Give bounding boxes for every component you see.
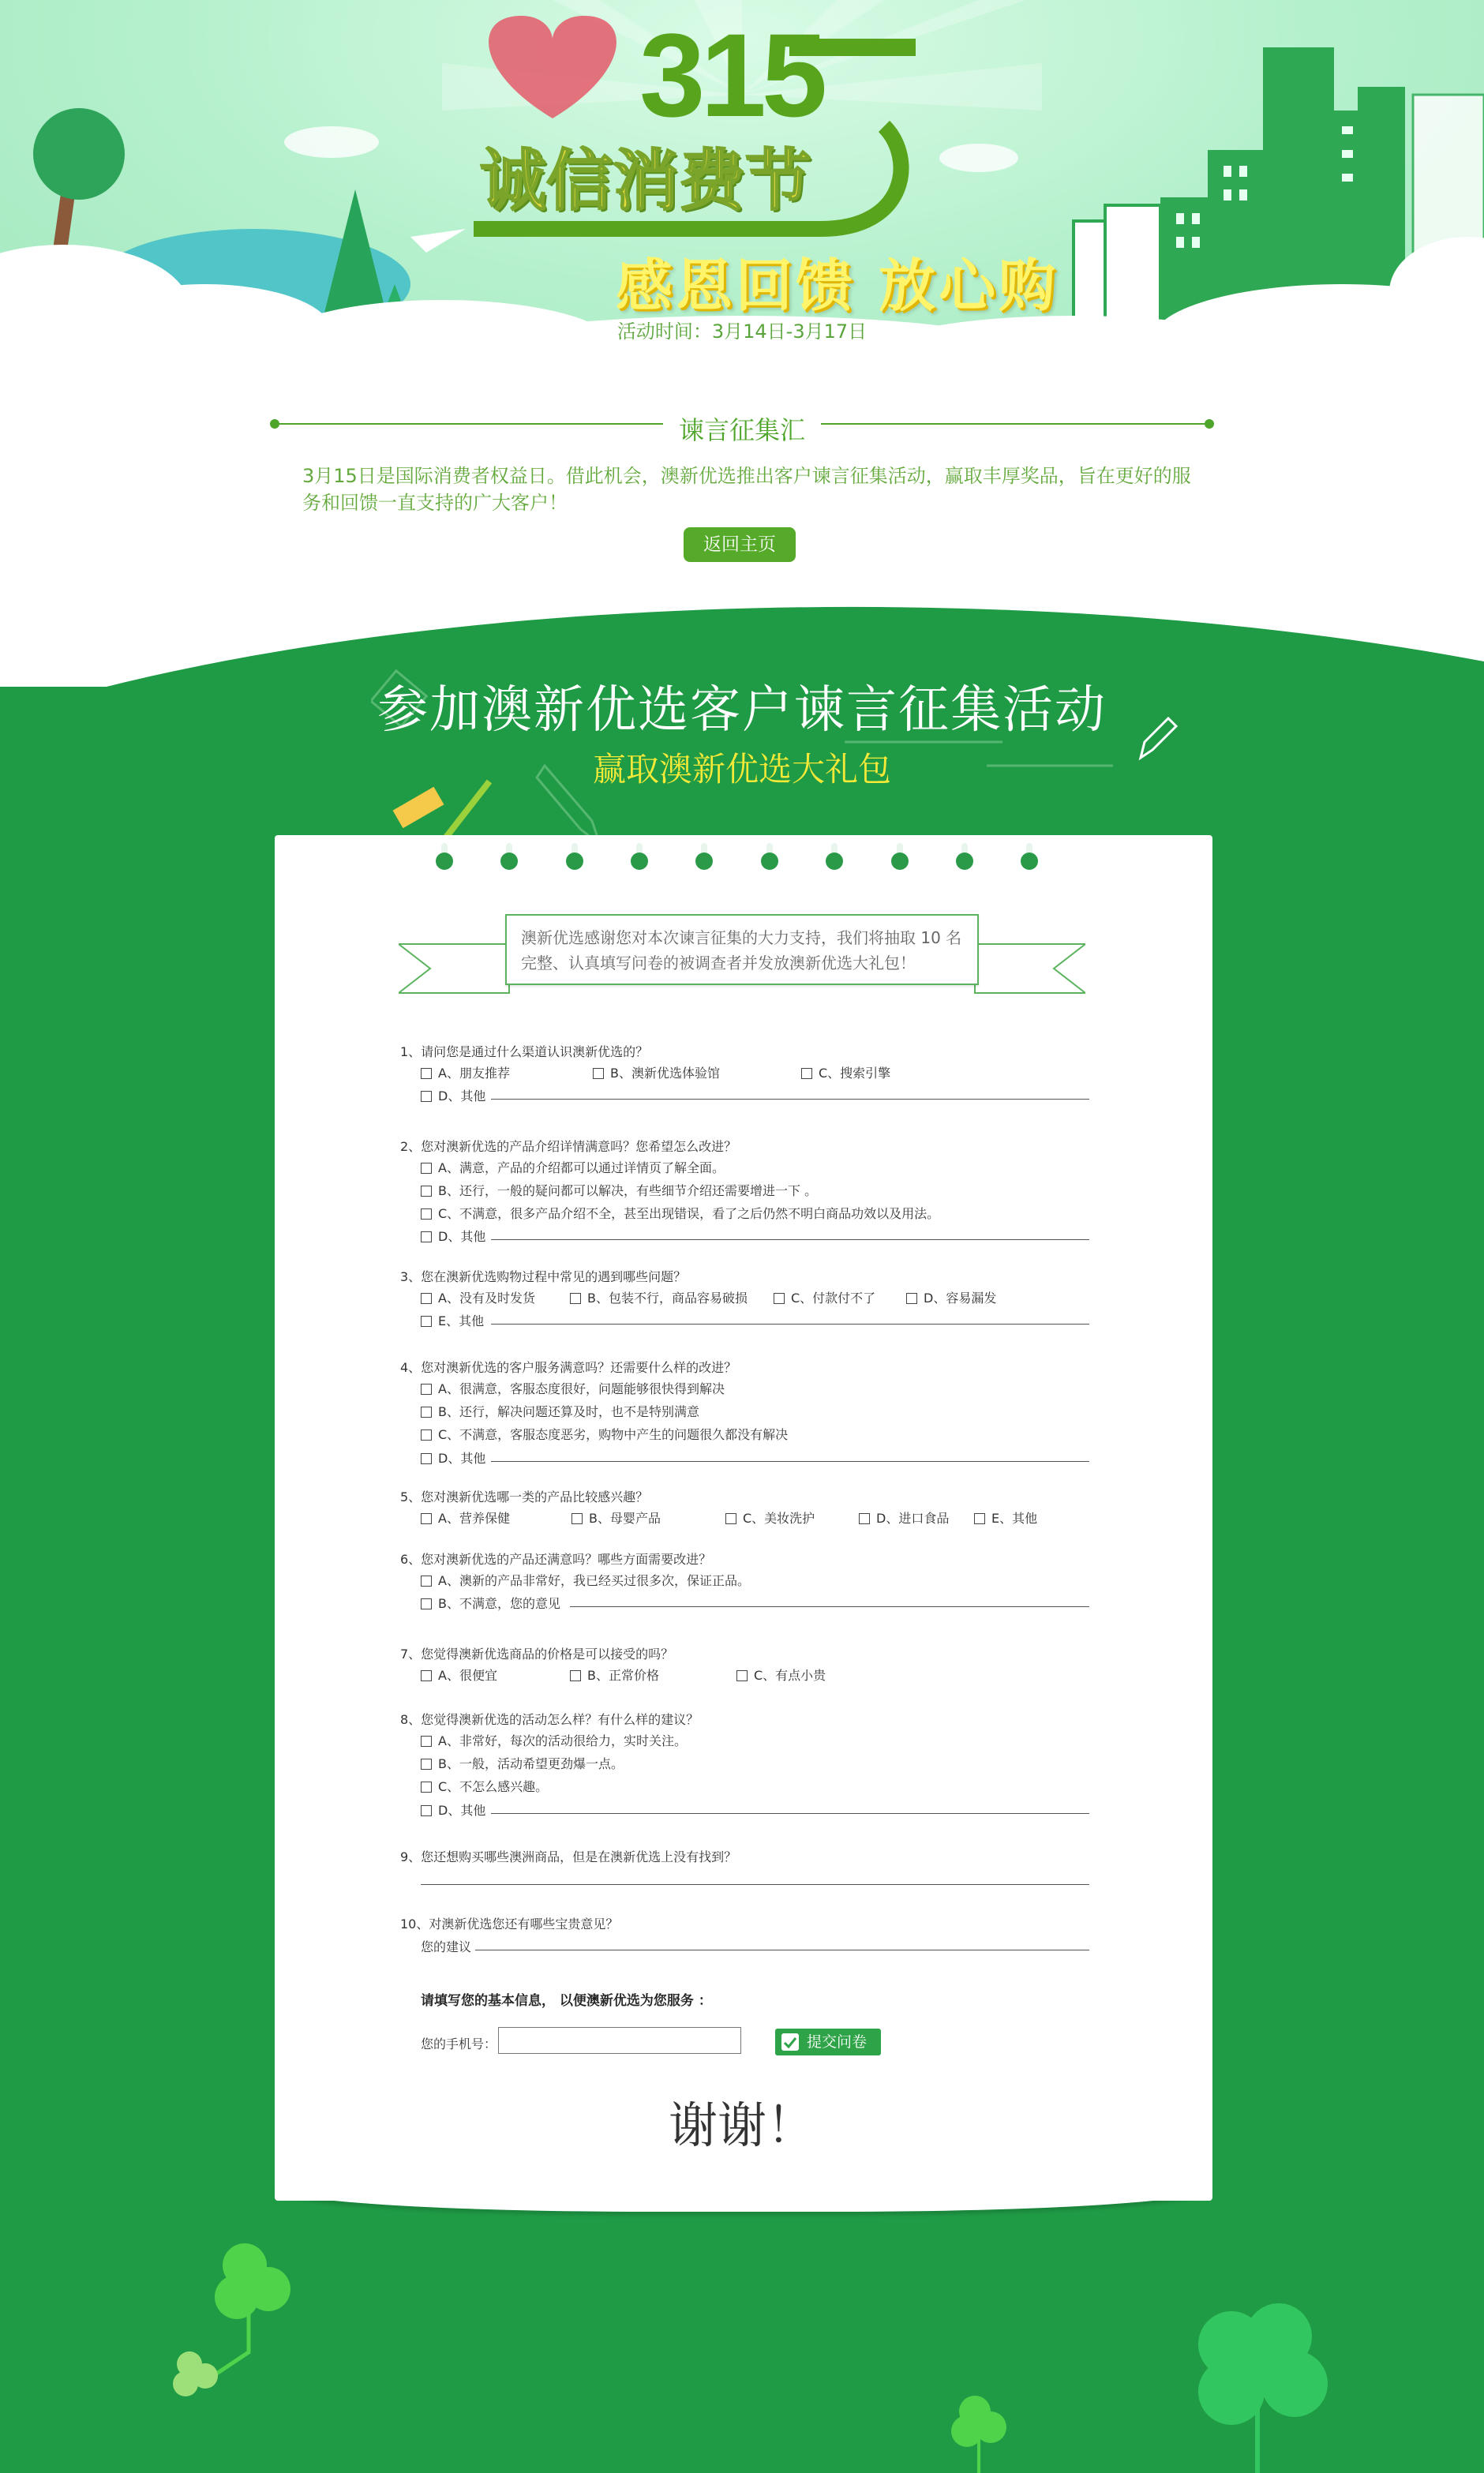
q2-option-b[interactable]: B、还行，一般的疑问都可以解决，有些细节介绍还需要增进一下 。 [421, 1181, 817, 1199]
q3-other-line[interactable] [491, 1324, 1089, 1325]
q7-option-b[interactable]: B、正常价格 [570, 1666, 659, 1684]
q3-option-c[interactable]: C、付款付不了 [774, 1288, 875, 1306]
intro-heading: 谏言征集汇 [678, 415, 805, 445]
q4-option-c[interactable]: C、不满意，客服态度恶劣，购物中产生的问题很久都没有解决 [421, 1425, 788, 1443]
binder-ring [500, 841, 518, 870]
question-10: 10、对澳新优选您还有哪些宝贵意见？ [400, 1917, 619, 1932]
checkbox[interactable] [421, 1208, 432, 1220]
info-title: 请填写您的基本信息， 以便澳新优选为您服务 ： [421, 1993, 712, 2009]
section-title: 参加澳新优选客户谏言征集活动 [377, 681, 1107, 740]
checkbox[interactable] [421, 1407, 432, 1418]
q6-opinion-line[interactable] [570, 1606, 1089, 1607]
event-title: 诚信消费节 [480, 142, 812, 219]
phone-input[interactable] [498, 2027, 741, 2054]
checkbox[interactable] [421, 1186, 432, 1197]
q2-option-d[interactable]: D、其他 [421, 1227, 485, 1245]
question-3: 3、您在澳新优选购物过程中常见的遇到哪些问题？ [400, 1269, 687, 1284]
checkbox[interactable] [570, 1670, 581, 1681]
checkbox[interactable] [421, 1163, 432, 1174]
checkbox[interactable] [593, 1068, 604, 1079]
q4-option-b[interactable]: B、还行，解决问题还算及时，也不是特别满意 [421, 1402, 699, 1420]
checkmark-icon [781, 2033, 799, 2051]
checkbox[interactable] [801, 1068, 812, 1079]
section-subtitle: 赢取澳新优选大礼包 [592, 750, 891, 789]
checkbox[interactable] [421, 1316, 432, 1327]
q4-other-line[interactable] [491, 1461, 1089, 1462]
intro-heading-divider [268, 414, 1216, 445]
checkbox[interactable] [421, 1576, 432, 1587]
event-slogan: 感恩回馈 放心购 [616, 253, 1059, 319]
hero-banner [0, 0, 1484, 371]
checkbox[interactable] [906, 1293, 917, 1304]
binder-ring [631, 841, 648, 870]
event-number: 315 [639, 9, 823, 141]
q10-suggestion-label: 您的建议 [421, 1939, 472, 1954]
binder-ring [1021, 841, 1038, 870]
binder-ring [436, 841, 453, 870]
q4-option-d[interactable]: D、其他 [421, 1448, 485, 1467]
q3-option-a[interactable]: A、没有及时发货 [421, 1288, 535, 1306]
q6-option-b[interactable]: B、不满意，您的意见 [421, 1594, 560, 1612]
q1-option-a[interactable]: A、朋友推荐 [421, 1063, 510, 1081]
q8-option-c[interactable]: C、不怎么感兴趣。 [421, 1777, 548, 1795]
question-2: 2、您对澳新优选的产品介绍详情满意吗？您希望怎么改进？ [400, 1139, 737, 1154]
checkbox[interactable] [421, 1782, 432, 1793]
event-date: 活动时间：3月14日-3月17日 [616, 320, 868, 343]
intro-text: 3月15日是国际消费者权益日。借此机会，澳新优选推出客户谏言征集活动，赢取丰厚奖品，旨在更好的服务和回馈一直支持的广大客户！ [302, 465, 1191, 514]
checkbox[interactable] [421, 1513, 432, 1524]
submit-button[interactable] [775, 2029, 881, 2055]
q1-other-line[interactable] [491, 1099, 1089, 1100]
thanks-text: 谢谢！ [668, 2096, 815, 2154]
q1-option-b[interactable]: B、澳新优选体验馆 [593, 1063, 720, 1081]
binder-ring [695, 841, 713, 870]
checkbox[interactable] [421, 1670, 432, 1681]
q3-option-b[interactable]: B、包装不行，商品容易破损 [570, 1288, 748, 1306]
notice-line-1: 澳新优选感谢您对本次谏言征集的大力支持，我们将抽取 10 名 [521, 928, 962, 947]
question-4: 4、您对澳新优选的客户服务满意吗？还需要什么样的改进？ [400, 1360, 737, 1375]
survey-notice [505, 914, 979, 985]
checkbox[interactable] [421, 1736, 432, 1747]
q2-option-c[interactable]: C、不满意，很多产品介绍不全，甚至出现错误，看了之后仍然不明白商品功效以及用法。 [421, 1204, 939, 1222]
q7-option-c[interactable]: C、有点小贵 [736, 1666, 826, 1684]
checkbox[interactable] [570, 1293, 581, 1304]
q8-other-line[interactable] [491, 1813, 1089, 1814]
q3-option-e[interactable]: E、其他 [421, 1311, 484, 1329]
checkbox[interactable] [974, 1513, 985, 1524]
q2-other-line[interactable] [491, 1239, 1089, 1240]
q4-option-a[interactable]: A、很满意，客服态度很好，问题能够很快得到解决 [421, 1379, 725, 1397]
checkbox[interactable] [736, 1670, 748, 1681]
question-6: 6、您对澳新优选的产品还满意吗？哪些方面需要改进？ [400, 1552, 712, 1567]
q5-option-d[interactable]: D、进口食品 [859, 1508, 949, 1527]
checkbox[interactable] [421, 1293, 432, 1304]
q1-option-d[interactable]: D、其他 [421, 1086, 485, 1104]
q1-option-c[interactable]: C、搜索引擎 [801, 1063, 890, 1081]
q9-answer-line[interactable] [421, 1884, 1089, 1885]
question-5: 5、您对澳新优选哪一类的产品比较感兴趣？ [400, 1489, 649, 1504]
checkbox[interactable] [421, 1068, 432, 1079]
binder-ring [891, 841, 909, 870]
q5-option-b[interactable]: B、母婴产品 [571, 1508, 661, 1527]
question-1: 1、请问您是通过什么渠道认识澳新优选的？ [400, 1044, 649, 1059]
q7-option-a[interactable]: A、很便宜 [421, 1666, 497, 1684]
notice-line-2: 完整、认真填写问卷的被调查者并发放澳新优选大礼包！ [521, 954, 916, 972]
checkbox[interactable] [859, 1513, 870, 1524]
q6-option-a[interactable]: A、澳新的产品非常好，我已经买过很多次，保证正品。 [421, 1571, 750, 1589]
checkbox[interactable] [421, 1453, 432, 1464]
q5-option-e[interactable]: E、其他 [974, 1508, 1037, 1527]
checkbox[interactable] [421, 1759, 432, 1770]
checkbox[interactable] [421, 1091, 432, 1102]
clover-icon [1184, 2289, 1334, 2473]
checkbox[interactable] [421, 1805, 432, 1816]
checkbox[interactable] [421, 1429, 432, 1441]
checkbox[interactable] [421, 1384, 432, 1395]
q3-option-d[interactable]: D、容易漏发 [906, 1288, 996, 1306]
binder-ring [566, 841, 583, 870]
question-8: 8、您觉得澳新优选的活动怎么样？有什么样的建议？ [400, 1712, 699, 1727]
clover-icon [943, 2388, 1014, 2473]
q8-option-a[interactable]: A、非常好，每次的活动很给力，实时关注。 [421, 1731, 687, 1749]
q8-option-b[interactable]: B、一般，活动希望更劲爆一点。 [421, 1754, 624, 1772]
checkbox[interactable] [774, 1293, 785, 1304]
clover-icon [158, 2234, 300, 2407]
submit-label: 提交问卷 [807, 2033, 868, 2051]
binder-ring [826, 841, 843, 870]
binder-ring [956, 841, 973, 870]
checkbox[interactable] [571, 1513, 583, 1524]
question-7: 7、您觉得澳新优选商品的价格是可以接受的吗？ [400, 1647, 674, 1662]
question-9: 9、您还想购买哪些澳洲商品，但是在澳新优选上没有找到？ [400, 1849, 737, 1864]
home-button[interactable]: 返回主页 [684, 527, 796, 562]
q5-option-c[interactable]: C、美妆洗护 [725, 1508, 815, 1527]
binder-ring [761, 841, 778, 870]
phone-label: 您的手机号： [421, 2036, 497, 2051]
checkbox[interactable] [725, 1513, 736, 1524]
q5-option-a[interactable]: A、营养保健 [421, 1508, 510, 1527]
q2-option-a[interactable]: A、满意，产品的介绍都可以通过详情页了解全面。 [421, 1158, 725, 1176]
q8-option-d[interactable]: D、其他 [421, 1800, 485, 1819]
checkbox[interactable] [421, 1598, 432, 1609]
checkbox[interactable] [421, 1231, 432, 1242]
